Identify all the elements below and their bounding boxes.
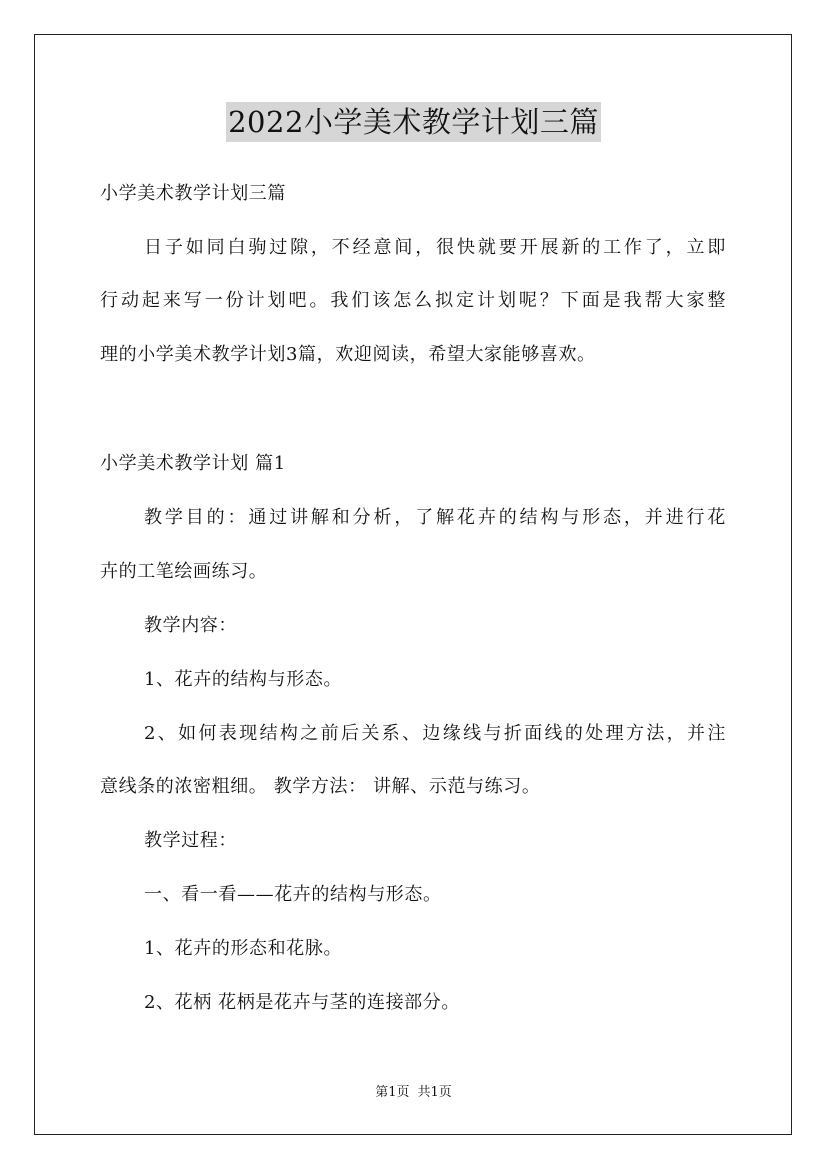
paragraph-line: 日子如同白驹过隙，不经意间，很快就要开展新的工作了，立即 — [144, 237, 726, 258]
document-title: 2022小学美术教学计划三篇 — [226, 102, 601, 142]
subtitle-line: 小学美术教学计划三篇 — [100, 183, 286, 204]
page-footer — [0, 1084, 827, 1102]
paragraph-line: 行动起来写一份计划吧。我们该怎么拟定计划呢？下面是我帮大家整 — [100, 290, 726, 311]
page-number: 第1页 — [375, 1085, 410, 1100]
paragraph-line: 1、花卉的形态和花脉。 — [144, 938, 343, 959]
paragraph-line: 卉的工笔绘画练习。 — [100, 561, 268, 582]
paragraph-line: 教学过程： — [144, 830, 237, 851]
paragraph-line: 教学内容： — [144, 615, 237, 636]
paragraph-line: 意线条的浓密粗细。 教学方法： 讲解、示范与练习。 — [100, 776, 541, 797]
page-total: 共1页 — [417, 1085, 452, 1100]
title-block — [0, 102, 827, 142]
paragraph-line: 理的小学美术教学计划3篇，欢迎阅读，希望大家能够喜欢。 — [100, 344, 596, 365]
paragraph-line: 1、花卉的结构与形态。 — [144, 669, 343, 690]
section-heading: 小学美术教学计划 篇1 — [100, 453, 286, 474]
paragraph-line: 教学目的：通过讲解和分析，了解花卉的结构与形态，并进行花 — [144, 507, 726, 528]
paragraph-line: 2、花柄 花柄是花卉与茎的连接部分。 — [144, 992, 460, 1013]
paragraph-line: 一、看一看——花卉的结构与形态。 — [144, 884, 442, 905]
paragraph-line: 2、如何表现结构之前后关系、边缘线与折面线的处理方法，并注 — [144, 723, 726, 744]
